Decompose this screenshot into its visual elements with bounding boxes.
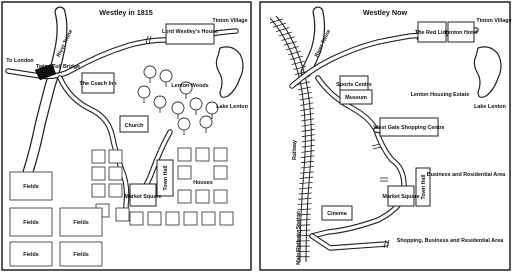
house bbox=[196, 148, 209, 161]
label-market-square-1815: Market Square bbox=[124, 194, 162, 200]
house bbox=[166, 212, 179, 225]
house bbox=[214, 148, 227, 161]
label-business-residential: Business and Residential Area bbox=[426, 172, 506, 178]
house bbox=[92, 167, 105, 180]
label-field: Fields bbox=[23, 184, 39, 190]
map-1815 bbox=[2, 2, 251, 270]
label-main-railway-station: Main Railway Station bbox=[296, 211, 302, 265]
house bbox=[130, 212, 143, 225]
house bbox=[109, 150, 122, 163]
label-town-hall-now: Town Hall bbox=[421, 174, 427, 200]
house bbox=[116, 208, 129, 221]
label-the-red-lion: The Red Lion bbox=[414, 30, 450, 36]
label-tinton-village-1815: Tinton Village bbox=[212, 18, 248, 24]
map-now bbox=[260, 2, 512, 270]
map-1815-title: Westley in 1815 bbox=[99, 8, 153, 17]
label-church: Church bbox=[124, 123, 144, 129]
label-museum: Museum bbox=[345, 95, 367, 101]
house bbox=[92, 184, 105, 197]
label-field: Fields bbox=[23, 252, 39, 258]
house bbox=[220, 212, 233, 225]
house bbox=[196, 190, 209, 203]
label-to-london: To London bbox=[6, 58, 34, 64]
house bbox=[178, 148, 191, 161]
label-west-gate: West Gate Shopping Centre bbox=[373, 125, 445, 131]
house bbox=[109, 167, 122, 180]
label-field: Fields bbox=[73, 220, 89, 226]
label-coach-inn: The Coach Inn bbox=[79, 81, 117, 87]
label-town-hall-1815: Town Hall bbox=[163, 165, 169, 191]
house bbox=[202, 212, 215, 225]
label-railway: Railway bbox=[292, 139, 298, 161]
map-now-title: Westley Now bbox=[362, 8, 408, 17]
house bbox=[214, 166, 227, 179]
label-lenton-woods: Lenton Woods bbox=[171, 83, 209, 89]
label-sports-centre: Sports Centre bbox=[336, 82, 372, 88]
label-lake-lenton-1815: Lake Lenton bbox=[216, 104, 248, 110]
house bbox=[184, 212, 197, 225]
house bbox=[214, 190, 227, 203]
house bbox=[92, 150, 105, 163]
label-river-twine-now: River Twine bbox=[313, 28, 333, 59]
label-lake-lenton-now: Lake Lenton bbox=[474, 104, 506, 110]
label-market-square-now: Market Square bbox=[382, 194, 420, 200]
label-river-twine-1815: River Twine bbox=[55, 28, 75, 59]
house bbox=[178, 166, 191, 179]
house bbox=[148, 212, 161, 225]
house bbox=[178, 190, 191, 203]
label-lenton-housing-estate: Lenton Housing Estate bbox=[410, 92, 470, 98]
house bbox=[109, 184, 122, 197]
label-twine-toll-bridge: Twine Toll Bridge bbox=[35, 64, 81, 70]
label-field: Fields bbox=[23, 220, 39, 226]
label-houses: Houses bbox=[193, 180, 213, 186]
label-lord-westleys-house: Lord Westley's House bbox=[161, 29, 219, 35]
label-shopping-business-residential: Shopping, Business and Residential Area bbox=[396, 238, 504, 244]
label-field: Fields bbox=[73, 252, 89, 258]
label-lenton-hotel: Lenton Hotel bbox=[444, 30, 478, 36]
label-cinema: Cinema bbox=[327, 211, 347, 217]
label-tinton-village-now: Tinton Village bbox=[476, 18, 512, 24]
